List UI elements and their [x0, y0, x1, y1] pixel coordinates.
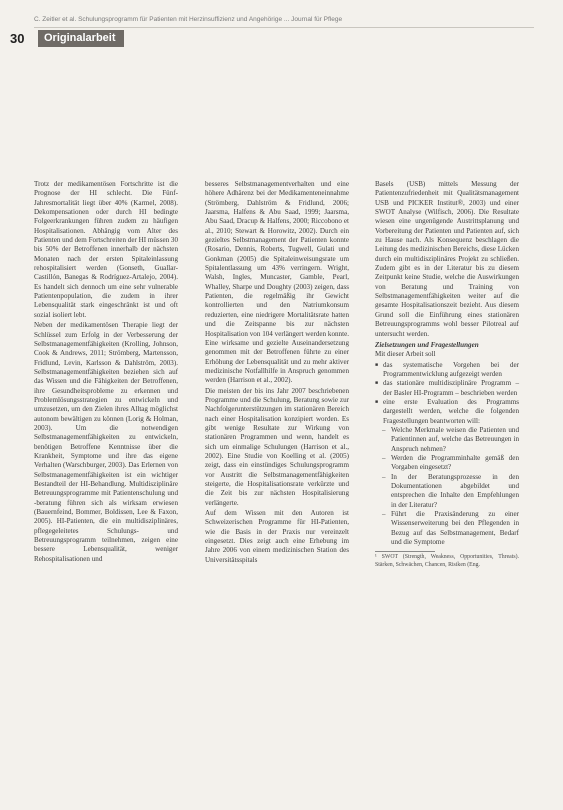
- list-item: – Führt die Praxisänderung zu einer Wissenserweiterung bei den Pflegenden in Bezug auf das Selbstmanagement, Bedarf und die Symptome: [391, 510, 519, 547]
- list-item: – In der Beratungsprozesse in den Dokumentationen abgebildet und entsprechen die Inhalte den Empfehlungen in der Literatur?: [391, 473, 519, 510]
- section-bar: [10, 30, 124, 47]
- paragraph: Trotz der medikamentösen Fortschritte ist die Prognose der HI schlecht. Die Fünf-Jahresmortalität liegt über 40% (Karmel, 2008). Dekompensationen oder durch HI bedingte Folgeerkrankungen führen zudem zu häufigen Hospitalisationen. Abhängig vom Alter des Patienten und dem Fortschreiten der HI müssen 30 bis 50% der Betroffenen innerhalb der nächsten Monaten nach der ersten Spitaleinlassung rehospitalisiert werden (Gonseth, Guallar-Castillón, Banegas & Rodríguez-Artalejo, 2004). Es handelt sich dennoch um eine sehr vulnerable Patientenpopulation, die zudem in ihrer Lebensqualität stark eingeschränkt ist und oft sozial isoliert lebt.: [34, 180, 179, 319]
- paragraph: besseres Selbstmanagementverhalten und eine höhere Adhärenz bei der Medikamenteneinnahme (Strömberg, Dahlström & Fridlund, 2006; Jaarsma, Halfens & Abu Saad, 1999; Jaarsma, Abu Saad, Dracup & Halfens, 2000; Riccobono et al., 2010; Stewart & Horowitz, 2002). Durch ein gezieltes Selbstmanagement der Patienten konnte (Rosario, Dennis, Roberts, Tugwell, Gulati und Gonkman (2005) die Spitaleinweisungsrate um Spitalentlassung um 43% verringern. Wright, Walsh, Ingles, Muncaster, Gamble, Pearl, Whalley, Sharpe und Doughty (2003) zeigen, dass Patienten, die regelmäßig ihr Gewicht kontrollierten und den Natriumkonsum reduzierten, eine niedrigere Mortalitätsrate hatten und die Zeitspanne bis zur nächsten Hospitalisation von 104 verlängert werden konnte. Eine wirksame und gezielte Auseinandersetzung genommen mit der Betroffenen führte zu einer Erhöhung der Lebensqualität und zu mehr aktiver medizinische Notfallhilfe in Anspruch genommen werden (Harrison et al., 2002).: [205, 180, 349, 385]
- footnote-rule: [375, 551, 435, 552]
- paragraph: Die meisten der bis ins Jahr 2007 beschriebenen Programme und die Schulung, Beratung sowie zur Nachfolgerunterstützungen im stationären Bereich nach einer Hospitalisation konzipiert worden. Es gibt wenige Resultate zur Wirkung von stationären Programmen und wenn, handelt es sich um einmalige Schulungen (Harrison et al., 2002). Eine Studie von Koelling et al. (2005) zeigt, dass ein einstündiges Schulungsprogramm vor Austritt die Selbstmanagementfähigkeiten steigerte, die Hospitalisationsrate verkürzte und die Zeit bis zur nächsten Hospitalisierung verlängerte.: [205, 386, 349, 507]
- running-title: C. Zeitler et al. Schulungsprogramm für Patienten mit Herzinsuffizienz und Angehörige ... Journal für Pflege: [34, 16, 343, 23]
- sub-bullet-list: [375, 426, 519, 547]
- list-item: – Welche Merkmale weisen die Patienten und Patientinnen auf, welche das Betreuungen in Anspruch nehmen?: [391, 426, 519, 454]
- running-header: [34, 16, 534, 28]
- footnote: ¹ SWOT (Strength, Weakness, Opportunities, Threats). Stärken, Schwächen, Chancen, Risiken (Eng.: [375, 554, 519, 568]
- section-heading: Zielsetzungen und Fragestellungen: [375, 340, 479, 349]
- paragraph: Mit dieser Arbeit soll: [375, 350, 436, 359]
- list-item: ■ das systematische Vorgehen bei der Programmentwicklung aufgezeigt werden: [383, 361, 519, 380]
- text-column-3: [375, 180, 519, 569]
- list-item: – Werden die Programminhalte gemäß den Vorgaben eingesetzt?: [391, 454, 519, 473]
- paragraph: Neben der medikamentösen Therapie liegt der Schlüssel zum Erfolg in der Verbesserung der Selbstmanagementfähigkeiten (Krolling, Johnson, Cook & Andrews, 2011; Strömberg, Martensson, Fridlund, Levin, Karlsson & Dahlström, 2003). Selbstmanagementfähigkeiten beziehen sich auf das Wissen und die Fähigkeiten der Betroffenen, ihre Gesundheitsprobleme zu erkennen und Problemlösungsstrategien zu entwickeln und umzusetzen, um den Zielen ihres Alltag möglichst autonom bewältigen zu können (Lorig & Holman, 2003). Um die notwendigen Selbstmanagementfähigkeiten zu entwickeln, benötigen Betroffene Kenntnisse über die Krankheit, Symptome und ihre das eigene Verhalten (Warschburger, 2003). Das Erlernen von Selbstmanagementfähigkeiten ist ein wichtiger Bestandteil der HI-Behandlung. Multidisziplinäre Betreuungsprogramme mit Patientenschulung und -beratung führen sich als wirksam erwiesen (Bauernfeind, Bommer, Boldissen, Lee & Faxon, 2005). HI-Patienten, die ein multidisziplinäres, pflegegeleitetes Schulungs- und Betreuungsprogramm teilnehmen, zeigen eine bessere Lebensqualität, weniger Rehospitalisationen und: [34, 321, 178, 563]
- text-column-1: [34, 180, 178, 565]
- paragraph: Basels (USB) mittels Messung der Patientenzufriedenheit mit Qualitätsmanagement USB und PICKER Institut®, 2003) und einer SWOT Analyse (Wilfisch, 2006). Die Resultate wiesen eine ungenügende Austrittsplanung und Vorbereitung der Patienten und Patienten auf, sich zu Hause nach. Als Konsequenz beschlagen die Leitung des medizinischen Bereichs, diese Lücken durch ein multidisziplinäres Projekt zu schließen. Zudem gibt es in der Literatur bis zu diesem Zeitpunkt keine Studie, welche die Auswirkungen von Beratung und Training von Selbstmanagementfähigkeiten weiter auf die gesamte Hospitalisationszeit bezieht. Aus diesem Grund soll die Einführung eines stationären Betreuungsprogramms wohl besser Pilotreal auf untersucht werden.: [375, 180, 519, 338]
- section-tag: Originalarbeit: [38, 30, 124, 47]
- page-number: 30: [10, 31, 25, 46]
- list-item: ■ das stationäre multidisziplinäre Programm – der Basler HI-Programm – beschrieben werden: [383, 379, 519, 398]
- text-column-2: [205, 180, 349, 566]
- header-rule: [34, 27, 534, 28]
- bullet-list: [375, 361, 519, 426]
- list-item: ■ eine erste Evaluation des Programms dargestellt werden, welche die folgenden Fragestellungen beantworten will:: [383, 398, 519, 426]
- paragraph: Auf dem Wissen mit den Autoren ist Schweizerischen Programme für HI-Patienten, wie die Basis in der Praxis nur vereinzelt eingesetzt. Dies zeigt auch eine Erhebung im Jahre 2006 von einem medizinischen Station des Universitätsspitals: [205, 509, 349, 564]
